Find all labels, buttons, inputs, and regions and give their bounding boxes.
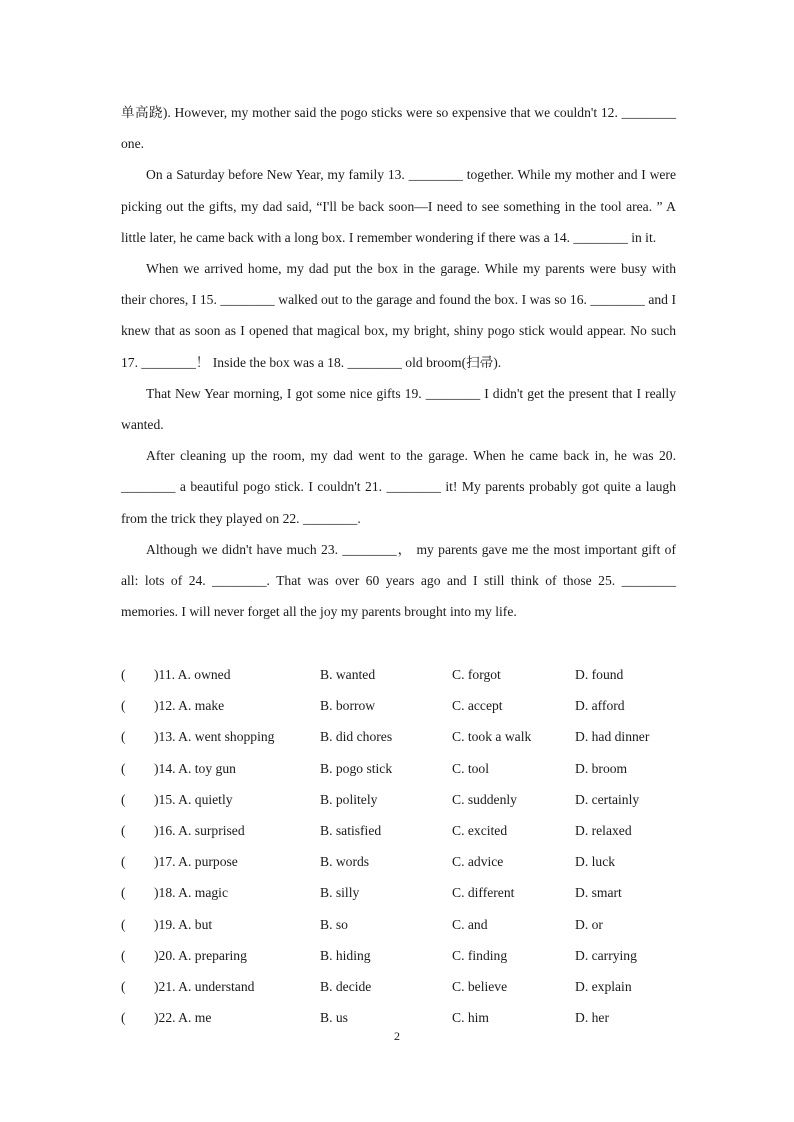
option-a: )12. A. make <box>154 698 225 714</box>
answer-blank[interactable]: ( <box>121 729 126 745</box>
answer-blank[interactable]: ( <box>121 1010 126 1026</box>
question-row <box>121 659 681 690</box>
option-d: D. found <box>575 667 624 682</box>
page-number: 2 <box>394 1029 400 1043</box>
option-c: C. tool <box>452 760 490 776</box>
question-row <box>121 721 681 752</box>
answer-blank[interactable]: ( <box>121 698 126 714</box>
option-d: D. explain <box>575 978 632 994</box>
option-c: C. forgot <box>452 667 501 682</box>
answer-blank[interactable]: ( <box>121 947 126 963</box>
question-row <box>121 784 681 815</box>
option-c: C. and <box>452 916 488 932</box>
option-b: B. pogo stick <box>320 760 393 776</box>
answer-blank[interactable]: ( <box>121 978 126 994</box>
answer-blank[interactable]: ( <box>121 791 126 807</box>
option-a: )11. A. owned <box>154 667 231 682</box>
question-row <box>121 940 681 971</box>
option-a: )13. A. went shopping <box>154 729 275 745</box>
option-b: B. politely <box>320 791 378 807</box>
option-a: )19. A. but <box>154 916 213 932</box>
question-row <box>121 846 681 877</box>
option-b: B. decide <box>320 978 372 994</box>
option-d: D. certainly <box>575 791 640 807</box>
answer-options <box>121 659 681 1033</box>
option-c: C. excited <box>452 822 508 838</box>
paragraph-6: Although we didn't have much 23. ________， my parents gave me the most important gift of all: lots of 24. ________. That was over 60 years ago and I still think of those 25. ________ memories. I will never forget all the joy my parents brought into my life. <box>121 541 676 620</box>
paragraph-2: On a Saturday before New Year, my family 13. ________ together. While my mother and I were picking out the gifts, my dad said, “I'll be back soon—I need to see something in the tool area. ” A little later, he came back with a long box. I remember wondering if there was a 14. ________ in it. <box>121 167 676 245</box>
option-a: )14. A. toy gun <box>154 760 236 776</box>
answer-blank[interactable]: ( <box>121 667 126 682</box>
option-d: D. her <box>575 1010 609 1026</box>
option-b: B. so <box>320 916 348 932</box>
option-b: B. hiding <box>320 947 371 963</box>
option-b: B. us <box>320 1010 348 1026</box>
option-d: D. or <box>575 916 603 932</box>
option-b: B. satisfied <box>320 822 382 838</box>
option-d: D. carrying <box>575 947 637 963</box>
paragraph-5: After cleaning up the room, my dad went to the garage. When he came back in, he was 20. ________ a beautiful pogo stick. I couldn't 21. ________ it! My parents probably got quite a laugh from the trick they played on 22. ________. <box>121 448 676 526</box>
option-c: C. different <box>452 885 515 901</box>
option-c: C. believe <box>452 978 508 994</box>
option-b: B. did chores <box>320 729 393 745</box>
option-b: B. borrow <box>320 698 376 714</box>
paragraph-4: That New Year morning, I got some nice gifts 19. ________ I didn't get the present that I really wanted. <box>121 385 676 433</box>
option-d: D. had dinner <box>575 729 650 745</box>
option-a: )21. A. understand <box>154 978 255 994</box>
question-row <box>121 971 681 1002</box>
option-d: D. afford <box>575 698 625 714</box>
paragraph-1: 单高跷). However, my mother said the pogo sticks were so expensive that we couldn't 12. ________ one. <box>121 105 676 152</box>
question-row <box>121 815 681 846</box>
option-d: D. smart <box>575 885 622 901</box>
question-row <box>121 753 681 784</box>
answer-blank[interactable]: ( <box>121 885 126 901</box>
option-a: )22. A. me <box>154 1010 212 1026</box>
answer-blank[interactable]: ( <box>121 854 126 870</box>
option-c: C. accept <box>452 698 503 714</box>
question-row <box>121 909 681 940</box>
option-b: B. words <box>320 854 370 870</box>
option-b: B. wanted <box>320 667 376 682</box>
option-a: )17. A. purpose <box>154 854 238 870</box>
option-c: C. finding <box>452 947 508 963</box>
question-row <box>121 877 681 908</box>
option-c: C. suddenly <box>452 791 517 807</box>
reading-passage <box>121 97 676 627</box>
option-d: D. relaxed <box>575 822 632 838</box>
option-d: D. broom <box>575 760 628 776</box>
option-a: )15. A. quietly <box>154 791 233 807</box>
option-c: C. him <box>452 1010 490 1026</box>
option-c: C. took a walk <box>452 729 532 745</box>
answer-blank[interactable]: ( <box>121 760 126 776</box>
answer-blank[interactable]: ( <box>121 916 126 932</box>
option-a: )16. A. surprised <box>154 822 245 838</box>
option-b: B. silly <box>320 885 360 901</box>
question-row <box>121 690 681 721</box>
option-a: )18. A. magic <box>154 885 228 901</box>
option-a: )20. A. preparing <box>154 947 247 963</box>
paragraph-3: When we arrived home, my dad put the box in the garage. While my parents were busy with their chores, I 15. ________ walked out to the garage and found the box. I was so 16. ________ and I knew that as soon as I opened that magical box, my bright, shiny pogo stick would appear. No such 17. ________！ Inside the box was a 18. ________ old broom(扫帚). <box>121 261 676 370</box>
option-c: C. advice <box>452 854 504 870</box>
answer-blank[interactable]: ( <box>121 822 126 838</box>
option-d: D. luck <box>575 854 616 870</box>
